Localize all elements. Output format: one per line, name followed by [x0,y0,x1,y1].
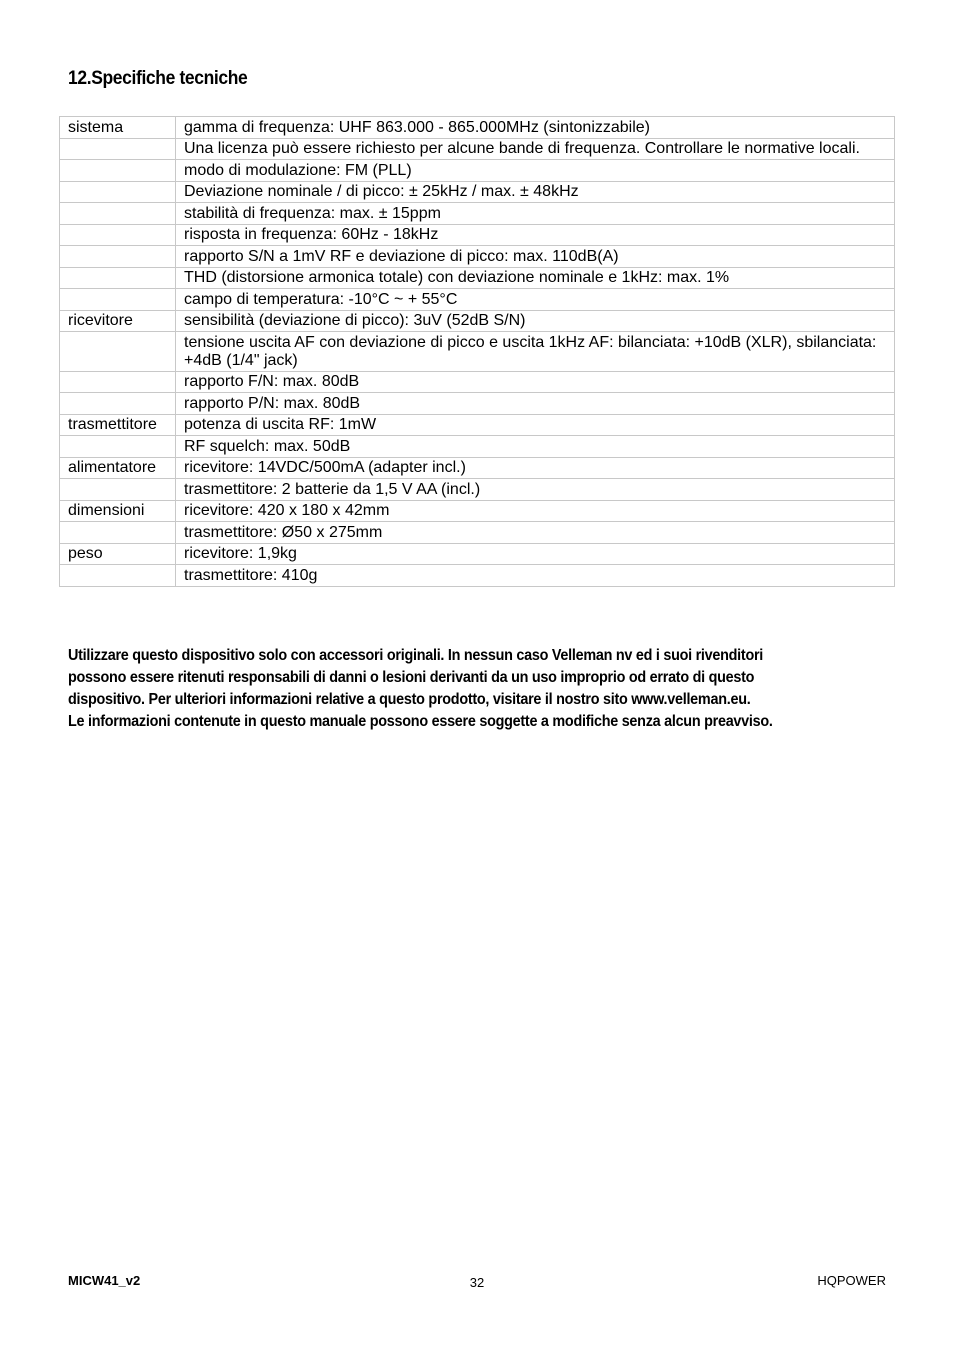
spec-row [60,522,895,544]
footer-brand: HQPOWER [817,1273,886,1288]
notice-line: possono essere ritenuti responsabili di danni o lesioni derivanti da un uso improprio od errato di questo [68,669,755,686]
spec-category: sistema [60,117,176,139]
spec-category [60,246,176,268]
spec-value: rapporto F/N: max. 80dB [176,371,895,393]
spec-row [60,267,895,289]
spec-category: dimensioni [60,500,176,522]
spec-row [60,436,895,458]
spec-value: rapporto S/N a 1mV RF e deviazione di picco: max. 110dB(A) [176,246,895,268]
spec-category [60,267,176,289]
spec-category: alimentatore [60,457,176,479]
spec-row [60,160,895,182]
spec-row [60,117,895,139]
spec-row [60,457,895,479]
spec-category [60,181,176,203]
spec-category [60,436,176,458]
spec-value: stabilità di frequenza: max. ± 15ppm [176,203,895,225]
spec-row [60,246,895,268]
disclaimer-notice [68,645,898,733]
notice-line: Utilizzare questo dispositivo solo con accessori originali. In nessun caso Velleman nv ed i suoi rivenditori [68,647,764,664]
spec-category [60,371,176,393]
spec-row [60,543,895,565]
spec-category: ricevitore [60,310,176,332]
spec-category [60,224,176,246]
spec-value: ricevitore: 14VDC/500mA (adapter incl.) [176,457,895,479]
spec-value: campo di temperatura: -10°C ~ + 55°C [176,289,895,311]
spec-value: RF squelch: max. 50dB [176,436,895,458]
spec-category [60,479,176,501]
spec-value: ricevitore: 1,9kg [176,543,895,565]
spec-value: trasmettitore: 2 batterie da 1,5 V AA (incl.) [176,479,895,501]
spec-row [60,181,895,203]
notice-line: dispositivo. Per ulteriori informazioni relative a questo prodotto, visitare il nostro sito www.velleman.eu. [68,691,751,708]
spec-row [60,414,895,436]
spec-value: gamma di frequenza: UHF 863.000 - 865.000MHz (sintonizzabile) [176,117,895,139]
spec-category [60,289,176,311]
spec-category: peso [60,543,176,565]
spec-row [60,393,895,415]
spec-category [60,160,176,182]
footer-page-number: 32 [469,1275,485,1290]
spec-row [60,565,895,587]
spec-category [60,522,176,544]
spec-category [60,138,176,160]
spec-row [60,289,895,311]
specifications-body [60,117,895,587]
spec-row [60,332,895,372]
spec-row [60,371,895,393]
spec-category [60,565,176,587]
spec-row [60,479,895,501]
spec-value: trasmettitore: Ø50 x 275mm [176,522,895,544]
spec-value: Deviazione nominale / di picco: ± 25kHz / max. ± 48kHz [176,181,895,203]
spec-value: tensione uscita AF con deviazione di picco e uscita 1kHz AF: bilanciata: +10dB (XLR), sbilanciata: +4dB (1/4" jack) [176,332,895,372]
spec-value: risposta in frequenza: 60Hz - 18kHz [176,224,895,246]
notice-line: Le informazioni contenute in questo manuale possono essere soggette a modifiche senza alcun preavviso. [68,713,773,730]
spec-row [60,500,895,522]
spec-row [60,224,895,246]
spec-value: rapporto P/N: max. 80dB [176,393,895,415]
spec-category [60,393,176,415]
spec-category: trasmettitore [60,414,176,436]
spec-row [60,138,895,160]
spec-value: THD (distorsione armonica totale) con deviazione nominale e 1kHz: max. 1% [176,267,895,289]
spec-value: ricevitore: 420 x 180 x 42mm [176,500,895,522]
spec-value: modo di modulazione: FM (PLL) [176,160,895,182]
specifications-table [59,116,895,587]
spec-value: trasmettitore: 410g [176,565,895,587]
spec-row [60,310,895,332]
spec-value: sensibilità (deviazione di picco): 3uV (52dB S/N) [176,310,895,332]
spec-category [60,203,176,225]
spec-value: Una licenza può essere richiesto per alcune bande di frequenza. Controllare le normative locali. [176,138,895,160]
spec-row [60,203,895,225]
section-title: 12.Specifiche tecniche [68,68,248,89]
footer-model: MICW41_v2 [68,1273,141,1288]
spec-category [60,332,176,372]
spec-value: potenza di uscita RF: 1mW [176,414,895,436]
